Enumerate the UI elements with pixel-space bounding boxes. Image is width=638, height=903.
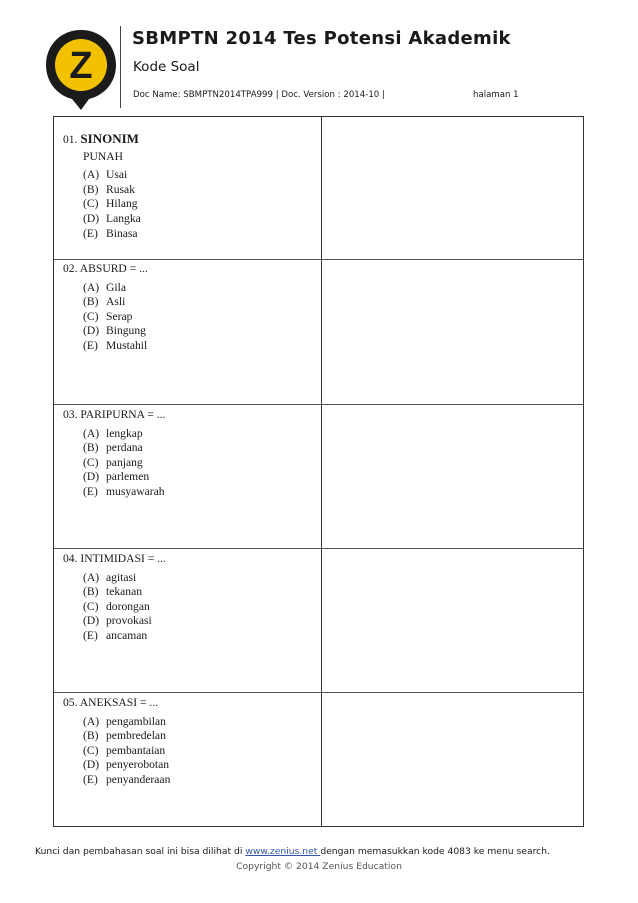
page-title: SBMPTN 2014 Tes Potensi Akademik bbox=[132, 28, 511, 49]
question-4-header bbox=[63, 552, 313, 567]
option-5b: (B) pembredelan bbox=[83, 729, 166, 743]
option-5a: (A) pengambilan bbox=[83, 714, 166, 728]
logo-letter: Z bbox=[69, 45, 93, 87]
question-1-header bbox=[63, 132, 313, 148]
question-3-prompt: PARIPURNA = ... bbox=[80, 408, 166, 421]
question-2 bbox=[63, 262, 313, 354]
zenius-link[interactable]: www.zenius.net bbox=[245, 846, 321, 857]
question-1-number: 01. bbox=[63, 133, 78, 146]
question-row-4 bbox=[54, 548, 583, 692]
doc-name-version: Doc Name: SBMPTN2014TPA999 | Doc. Version : 2014-10 | bbox=[133, 90, 385, 100]
option-3d: (D) parlemen bbox=[83, 470, 150, 484]
option-4a: (A) agitasi bbox=[83, 570, 137, 584]
option-3e: (E) musyawarah bbox=[83, 484, 165, 498]
option-5e: (E) penyanderaan bbox=[83, 772, 171, 786]
zenius-logo bbox=[44, 28, 118, 112]
header-divider bbox=[120, 26, 121, 108]
option-2b: (B) Asli bbox=[83, 295, 126, 309]
option-2c: (C) Serap bbox=[83, 309, 133, 323]
option-2d: (D) Bingung bbox=[83, 324, 146, 338]
option-4d: (D) provokasi bbox=[83, 614, 152, 628]
question-2-number: 02. bbox=[63, 262, 78, 275]
question-4 bbox=[63, 552, 313, 644]
option-4b: (B) tekanan bbox=[83, 585, 143, 599]
question-3-options bbox=[63, 427, 313, 500]
option-5c: (C) pembantaian bbox=[83, 743, 166, 757]
question-1 bbox=[63, 132, 313, 241]
question-row-5 bbox=[54, 692, 583, 826]
footer-note-before: Kunci dan pembahasan soal ini bisa dilihat di bbox=[35, 846, 246, 857]
question-5 bbox=[63, 696, 313, 788]
question-4-number: 04. bbox=[63, 552, 78, 565]
question-3 bbox=[63, 408, 313, 500]
question-3-number: 03. bbox=[63, 408, 78, 421]
option-1b: (B) Rusak bbox=[83, 182, 135, 196]
question-2-options bbox=[63, 281, 313, 354]
question-row-1 bbox=[54, 117, 583, 259]
question-1-stem: PUNAH bbox=[83, 149, 123, 163]
question-row-3 bbox=[54, 404, 583, 548]
option-1c: (C) Hilang bbox=[83, 197, 138, 211]
option-4e: (E) ancaman bbox=[83, 628, 148, 642]
option-3b: (B) perdana bbox=[83, 441, 143, 455]
question-1-options bbox=[63, 168, 313, 241]
question-row-2 bbox=[54, 259, 583, 404]
question-5-options bbox=[63, 715, 313, 788]
question-2-prompt: ABSURD = ... bbox=[79, 262, 148, 275]
footer-note bbox=[35, 846, 550, 857]
question-5-number: 05. bbox=[63, 696, 78, 709]
copyright: Copyright © 2014 Zenius Education bbox=[236, 861, 402, 872]
question-table bbox=[53, 116, 584, 827]
page-number: halaman 1 bbox=[473, 90, 519, 100]
option-2a: (A) Gila bbox=[83, 280, 126, 294]
doc-info bbox=[133, 90, 519, 100]
question-5-prompt: ANEKSASI = ... bbox=[79, 696, 159, 709]
question-4-prompt: INTIMIDASI = ... bbox=[80, 552, 166, 565]
option-5d: (D) penyerobotan bbox=[83, 758, 170, 772]
option-3c: (C) panjang bbox=[83, 455, 143, 469]
option-1d: (D) Langka bbox=[83, 211, 141, 225]
page-subtitle: Kode Soal bbox=[133, 59, 200, 75]
option-2e: (E) Mustahil bbox=[83, 338, 148, 352]
option-1e: (E) Binasa bbox=[83, 226, 138, 240]
question-2-header bbox=[63, 262, 313, 277]
question-1-heading: SINONIM bbox=[80, 131, 139, 146]
option-4c: (C) dorongan bbox=[83, 599, 150, 613]
question-5-header bbox=[63, 696, 313, 711]
question-3-header bbox=[63, 408, 313, 423]
question-4-options bbox=[63, 571, 313, 644]
option-1a: (A) Usai bbox=[83, 168, 128, 182]
option-3a: (A) lengkap bbox=[83, 426, 143, 440]
footer-note-after: dengan memasukkan kode 4083 ke menu search. bbox=[320, 846, 550, 857]
